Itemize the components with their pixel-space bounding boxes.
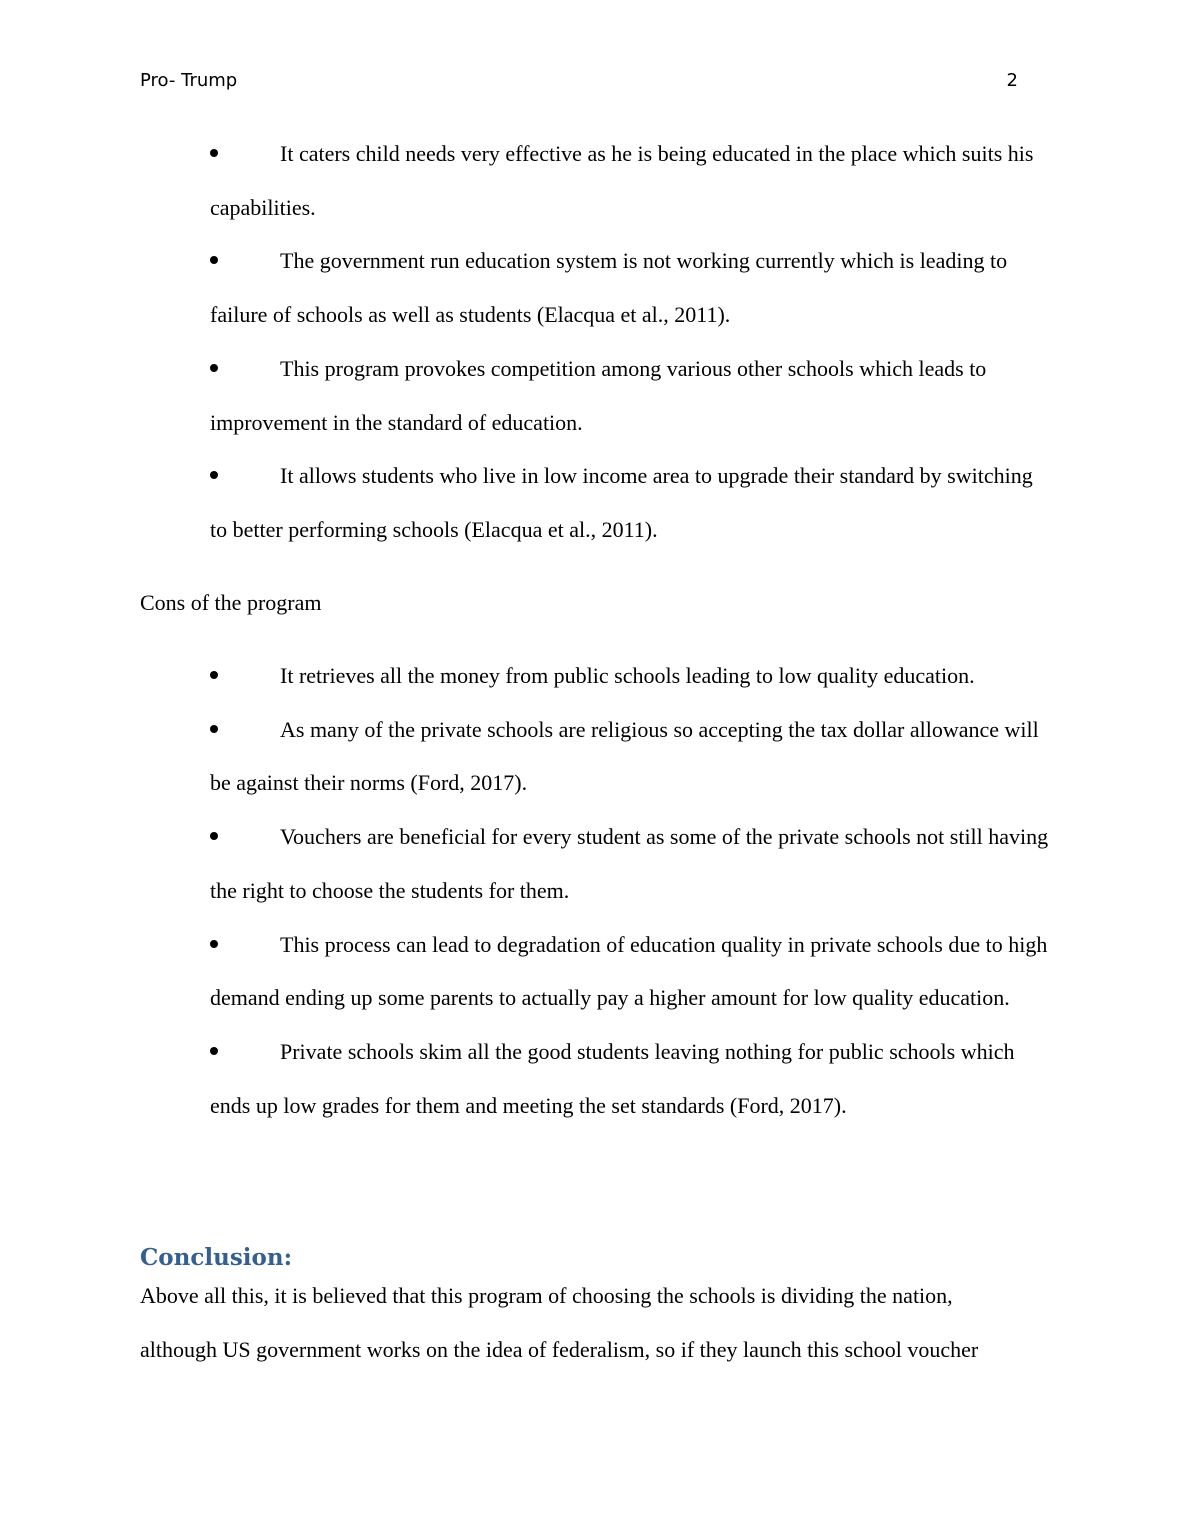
list-item (210, 1025, 1050, 1132)
bullet-icon (210, 471, 218, 479)
bullet-icon (210, 725, 218, 733)
list-item (210, 649, 1050, 703)
bullet-icon (210, 832, 218, 840)
page-header (140, 70, 1018, 98)
pros-list (210, 127, 1050, 557)
conclusion-heading: Conclusion: (140, 1244, 293, 1271)
list-item-text: Private schools skim all the good students leaving nothing for public schools which ends up low grades for them and meeting the set standards (Ford, 2017). (210, 1038, 1015, 1118)
bullet-icon (210, 256, 218, 264)
bullet-icon (210, 940, 218, 948)
list-item-text: This process can lead to degradation of education quality in private schools due to high demand ending up some parents to actually pay a higher amount for low quality education. (210, 931, 1048, 1011)
cons-heading: Cons of the program (140, 590, 322, 615)
conclusion-line: Above all this, it is believed that this program of choosing the schools is dividing the nation, (140, 1283, 953, 1308)
list-item (210, 810, 1050, 917)
list-item-text: It allows students who live in low income area to upgrade their standard by switching to better performing schools (Elacqua et al., 2011). (210, 463, 1033, 542)
list-item-text: As many of the private schools are religious so accepting the tax dollar allowance will be against their norms (Ford, 2017). (210, 716, 1039, 796)
list-item-text: Vouchers are beneficial for every student as some of the private schools not still having the right to choose the students for them. (210, 824, 1049, 903)
list-item (210, 703, 1050, 810)
list-item-text: It retrieves all the money from public schools leading to low quality education. (280, 663, 975, 688)
list-item-text: It caters child needs very effective as he is being educated in the place which suits his capabilities. (210, 141, 1034, 220)
bullet-icon (210, 671, 218, 679)
bullet-icon (210, 149, 218, 157)
page-number: 2 (1006, 70, 1018, 91)
list-item-text: The government run education system is not working currently which is leading to failure of schools as well as students (Elacqua et al., 2011). (210, 248, 1008, 328)
cons-list (210, 649, 1050, 1132)
bullet-icon (210, 364, 218, 372)
conclusion-line: although US government works on the idea of federalism, so if they launch this school voucher (140, 1336, 979, 1362)
conclusion-paragraph (140, 1269, 1050, 1376)
running-head: Pro- Trump (140, 70, 238, 91)
list-item (210, 127, 1050, 234)
list-item (210, 342, 1050, 449)
list-item (210, 449, 1050, 556)
list-item (210, 234, 1050, 341)
bullet-icon (210, 1047, 218, 1055)
list-item (210, 918, 1050, 1025)
list-item-text: This program provokes competition among various other schools which leads to improvement in the standard of education. (210, 355, 987, 435)
